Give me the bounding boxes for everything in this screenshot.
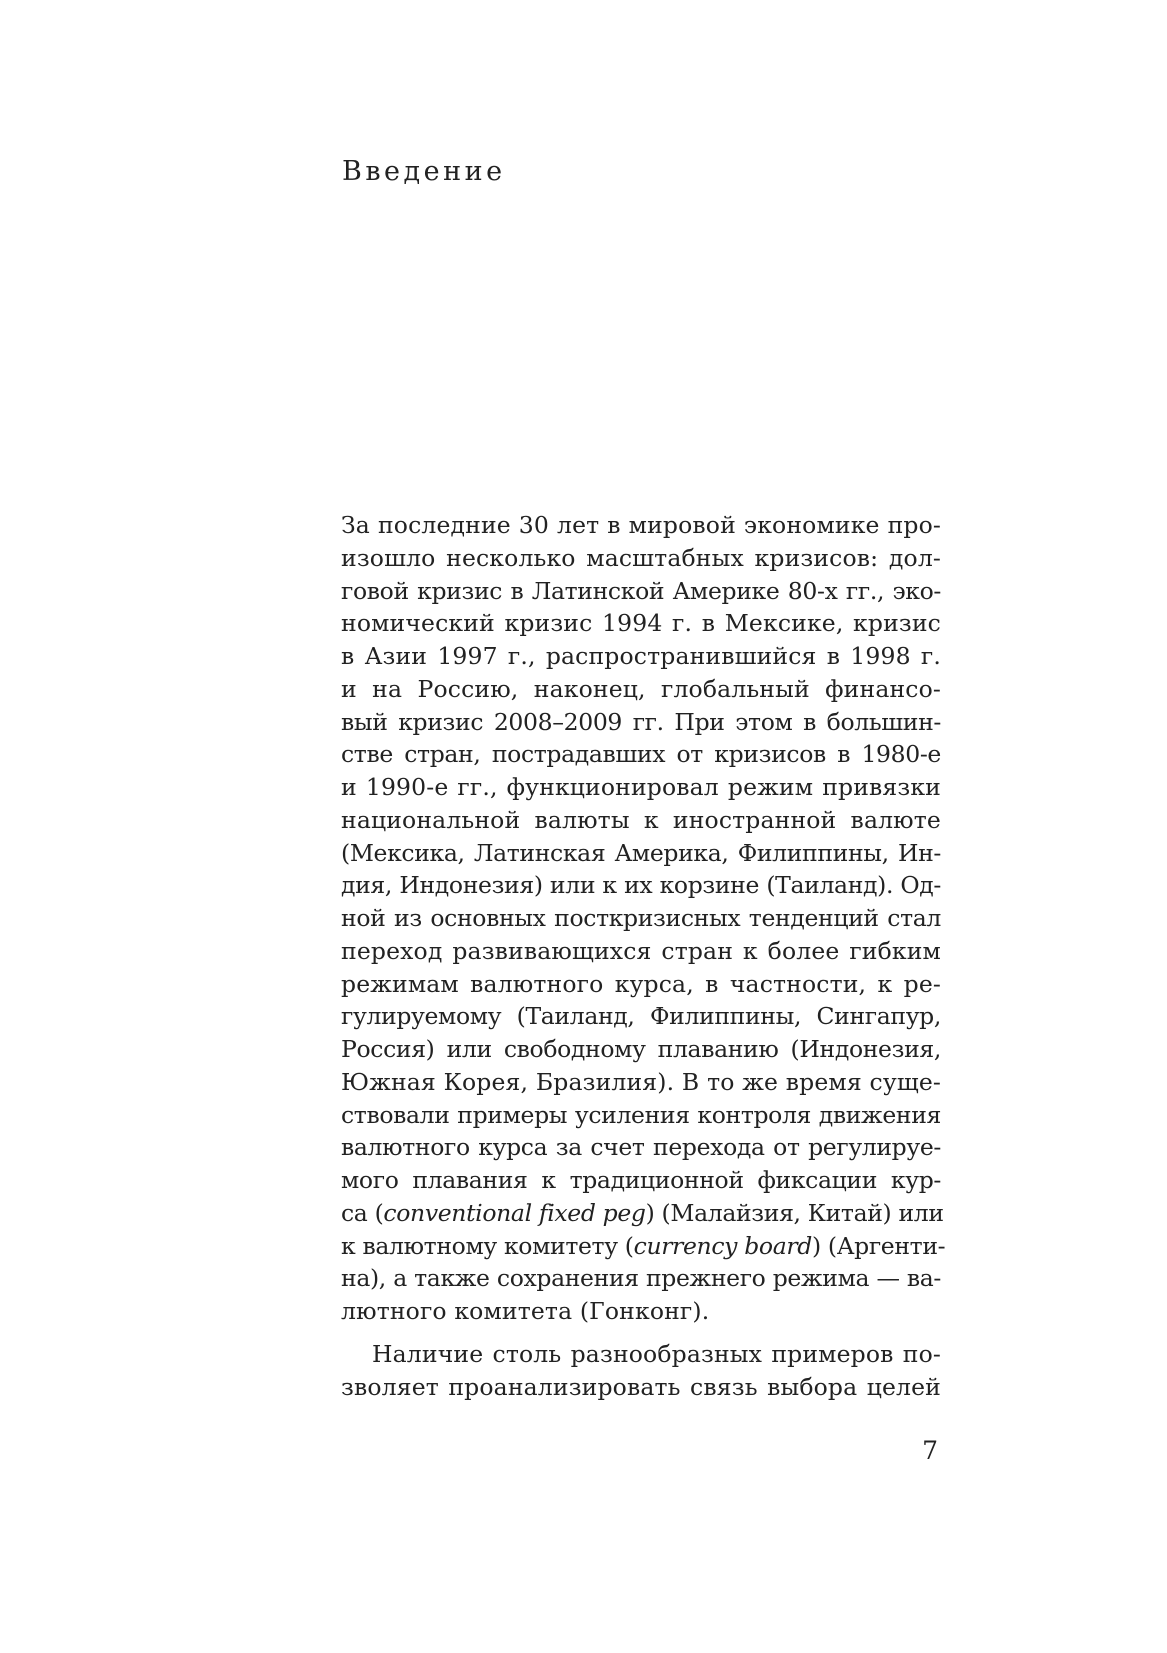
text-line: в Азии 1997 г., распространившийся в 1998 г.: [341, 642, 941, 670]
text-line: переход развивающихся стран к более гибким: [341, 936, 941, 965]
text-line: (Мексика, Латинская Америка, Филиппины, Ин-: [341, 838, 941, 867]
text-line: валютного курса за счет перехода от регулируе-: [341, 1133, 941, 1162]
text-segment: ) (Аргенти-: [811, 1231, 946, 1260]
text-line: вый кризис 2008–2009 гг. При этом в большин-: [341, 707, 941, 736]
text-line: гулируемому (Таиланд, Филиппины, Сингапур,: [341, 1002, 941, 1031]
italic-term: currency board: [633, 1231, 812, 1260]
text-line: ной из основных посткризисных тенденций стал: [341, 904, 941, 932]
text-line: дия, Индонезия) или к их корзине (Таиланд). Од-: [341, 871, 941, 900]
text-line: номический кризис 1994 г. в Мексике, кризис: [341, 609, 941, 638]
text-line: и 1990-е гг., функционировал режим привязки: [341, 773, 941, 801]
text-line: изошло несколько масштабных кризисов: дол-: [341, 543, 941, 572]
text-line: [341, 1197, 944, 1230]
text-line: на), а также сохранения прежнего режима — ва-: [341, 1264, 941, 1293]
text-line: говой кризис в Латинской Америке 80-х гг., эко-: [341, 576, 941, 605]
text-segment: к валютному комитету (: [341, 1231, 634, 1260]
text-line: Россия) или свободному плаванию (Индонезия,: [341, 1035, 941, 1063]
text-line: [341, 1230, 946, 1263]
text-line: мого плавания к традиционной фиксации кур-: [341, 1166, 941, 1194]
text-line: лютного комитета (Гонконг).: [341, 1297, 710, 1325]
text-segment: ) (Малайзия, Китай) или: [645, 1198, 944, 1227]
text-line: и на Россию, наконец, глобальный финансо-: [341, 674, 941, 703]
text-segment: са (: [341, 1198, 384, 1227]
text-line: зволяет проанализировать связь выбора целей: [341, 1372, 941, 1401]
paragraph-1: [341, 509, 946, 1328]
text-line: Южная Корея, Бразилия). В то же время суще-: [341, 1067, 941, 1096]
body-text: [341, 509, 946, 1403]
paragraph-gap: [341, 1328, 941, 1338]
text-line: ствовали примеры усиления контроля движения: [341, 1100, 941, 1129]
text-line: национальной валюты к иностранной валюте: [341, 805, 941, 834]
chapter-title: Введение: [342, 156, 506, 187]
text-line: стве стран, пострадавших от кризисов в 1980-е: [341, 740, 941, 769]
italic-term: conventional fixed peg: [383, 1198, 646, 1227]
paragraph-2: [341, 1338, 941, 1404]
text-line: За последние 30 лет в мировой экономике про-: [341, 511, 941, 539]
text-line: режимам валютного курса, в частности, к ре-: [341, 969, 941, 998]
page-number: 7: [922, 1436, 938, 1465]
text-line: Наличие столь разнообразных примеров по-: [372, 1339, 941, 1368]
